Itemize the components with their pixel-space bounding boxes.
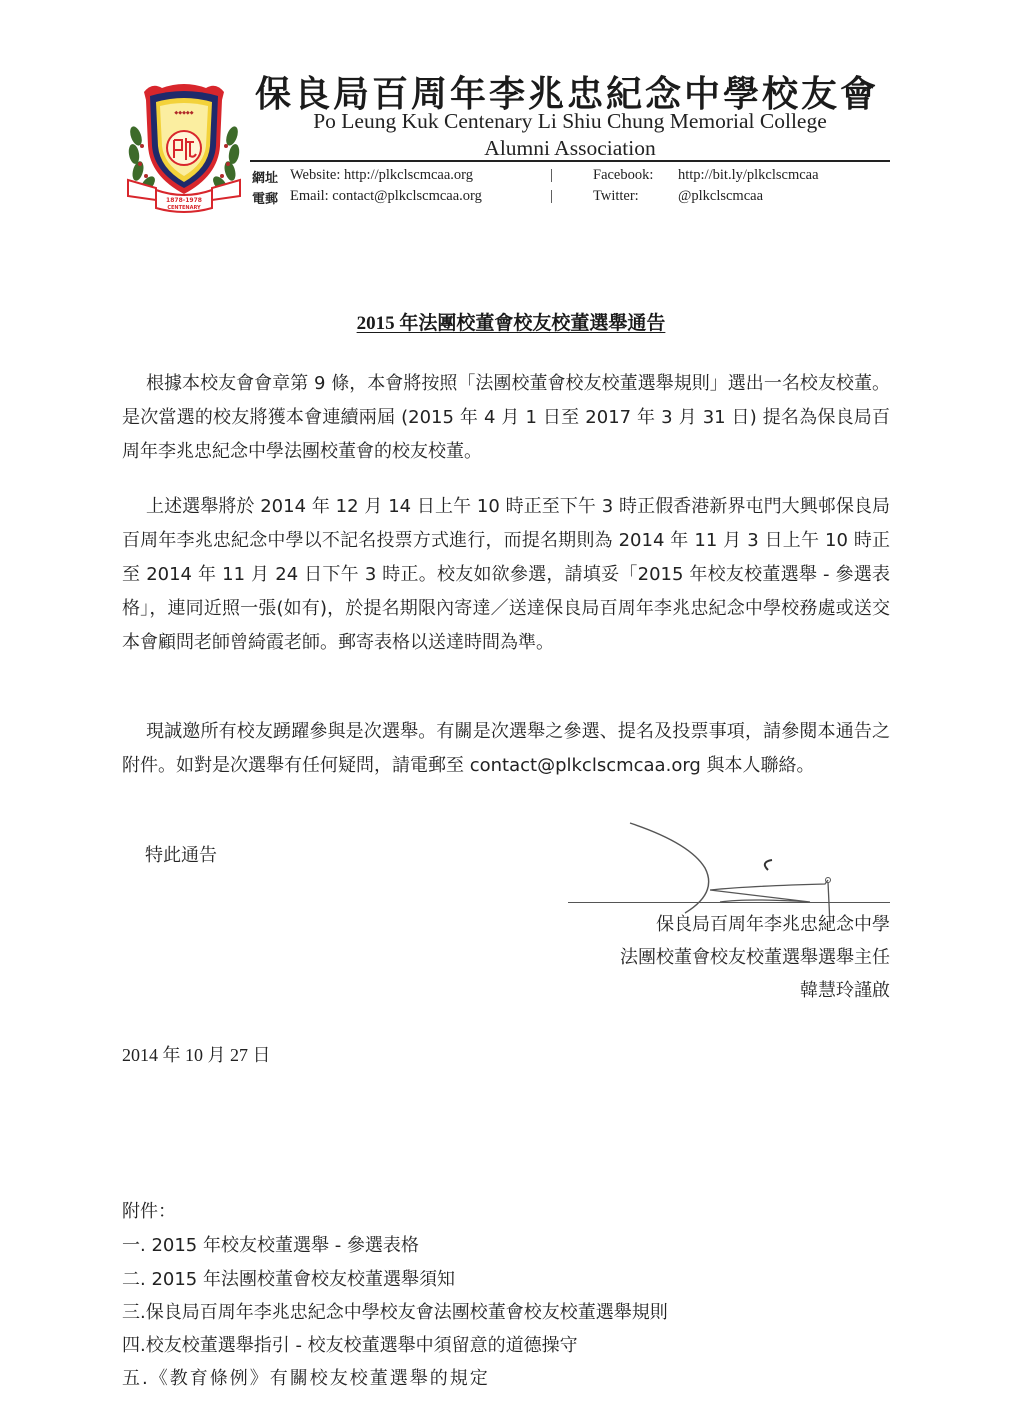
attachment-item: 一. 2015 年校友校董選舉 - 參選表格 — [122, 1235, 419, 1256]
attachments-heading: 附件： — [122, 1201, 176, 1222]
website-link[interactable]: Website: http://plkclscmcaa.org — [290, 167, 473, 183]
org-name-english-subtitle: Alumni Association — [484, 136, 656, 160]
attachment-item: 三.保良局百周年李兆忠紀念中學校友會法團校董會校友校董選舉規則 — [122, 1302, 668, 1323]
notice-title-text: 2015 年法團校董會校友校董選舉通告 — [356, 313, 666, 334]
twitter-handle[interactable]: @plkclscmcaa — [678, 188, 764, 204]
attachment-item: 二. 2015 年法團校董會校友校董選舉須知 — [122, 1269, 455, 1290]
twitter-label: Twitter: — [593, 188, 639, 204]
contact-row-website — [252, 167, 892, 187]
signatory-name: 韓慧玲謹啟 — [800, 980, 890, 1001]
svg-text:◆◆◆◆◆: ◆◆◆◆◆ — [174, 110, 194, 116]
paragraph-3: 現誠邀所有校友踴躍參與是次選舉。有關是次選舉之參選、提名及投票事項，請參閱本通告之附件。如對是次選舉有任何疑問，請電郵至 contact@plkclscmcaa.org 與本人聯絡。 — [122, 721, 890, 776]
closing-text: 特此通告 — [145, 845, 217, 866]
notice-title — [0, 308, 1022, 335]
email-link[interactable]: Email: contact@plkclscmcaa.org — [290, 188, 482, 204]
separator: | — [550, 167, 553, 183]
school-crest-icon — [122, 76, 246, 214]
notice-date: 2014 年 10 月 27 日 — [122, 1045, 271, 1065]
paragraph-1: 根據本校友會會章第 9 條，本會將按照「法團校董會校友校董選舉規則」選出一名校友校董。是次當選的校友將獲本會連續兩屆 (2015 年 4 月 1 日至 2017 年 3 月 31 日) 提名為保良局百周年李兆忠紀念中學法團校董會的校友校董。 — [122, 373, 890, 462]
signatory-school: 保良局百周年李兆忠紀念中學 — [656, 914, 890, 935]
attachment-item: 五.《教育條例》有關校友校董選舉的規定 — [122, 1368, 490, 1389]
org-name-chinese: 保良局百周年李兆忠紀念中學校友會 — [255, 74, 880, 115]
facebook-link[interactable]: http://bit.ly/plkclscmcaa — [678, 167, 819, 183]
facebook-label: Facebook: — [593, 167, 654, 183]
separator: | — [550, 188, 553, 204]
contact-row-email — [252, 188, 892, 208]
svg-text:CENTENARY: CENTENARY — [167, 205, 201, 211]
org-name-english: Po Leung Kuk Centenary Li Shiu Chung Memorial College — [313, 109, 827, 133]
signatory-title: 法團校董會校友校董選舉選舉主任 — [620, 947, 890, 968]
website-label-zh: 網址 — [252, 171, 279, 186]
header-divider — [250, 160, 890, 162]
attachment-item: 四.校友校董選舉指引 - 校友校董選舉中須留意的道德操守 — [122, 1335, 578, 1356]
paragraph-2: 上述選舉將於 2014 年 12 月 14 日上午 10 時正至下午 3 時正假香港新界屯門大興邨保良局百周年李兆忠紀念中學以不記名投票方式進行，而提名期則為 2014 年 11 月 3 日上午 10 時正至 2014 年 11 月 24 日下午 3 時正。校友如欲參選，請填妥「2015 年校友校董選舉 - 參選表格」，連同近照一張(如有)，於提名期限內寄達／送達保良局百周年李兆忠紀念中學校務處或送交本會顧問老師曾綺霞老師。郵寄表格以送達時間為準。 — [122, 496, 890, 653]
svg-text:1878-1978: 1878-1978 — [166, 197, 202, 204]
email-label-zh: 電郵 — [252, 192, 279, 207]
signature-line — [568, 902, 890, 903]
